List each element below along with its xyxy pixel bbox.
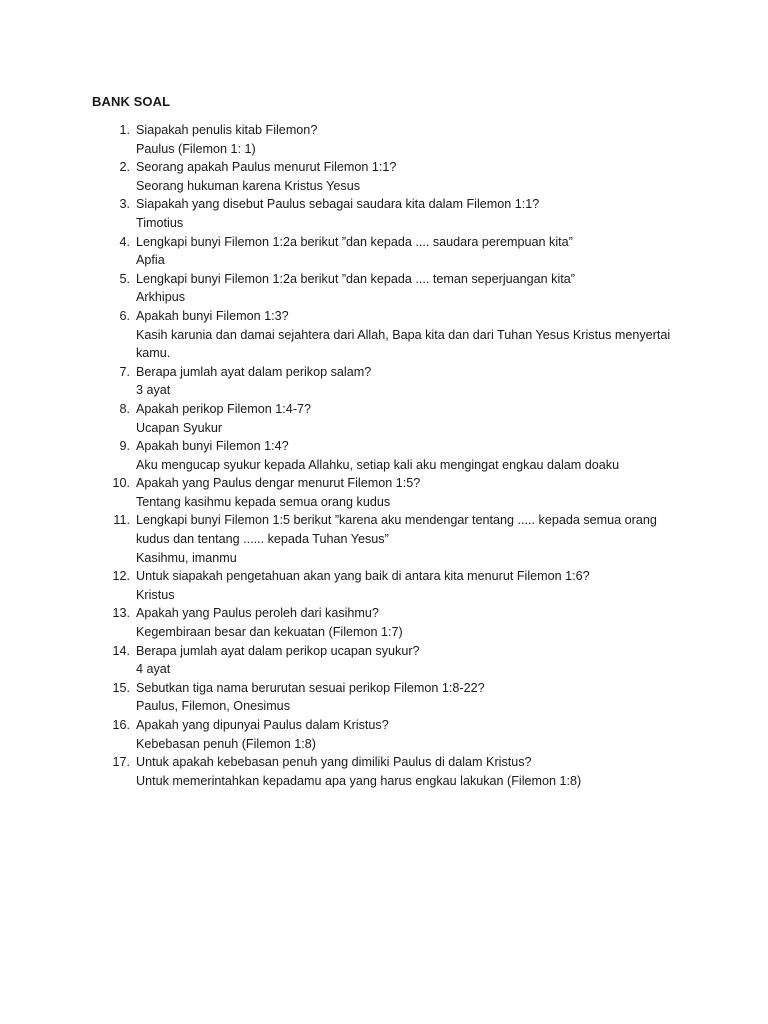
list-item — [92, 307, 682, 363]
item-answer: 4 ayat — [136, 662, 171, 677]
item-question: Untuk apakah kebebasan penuh yang dimiliki Paulus di dalam Kristus? — [136, 755, 532, 770]
item-number: 6. — [119, 308, 130, 323]
item-number: 14. — [112, 643, 130, 658]
list-item — [92, 474, 682, 511]
item-question: Seorang apakah Paulus menurut Filemon 1:1? — [136, 160, 397, 175]
item-number: 8. — [119, 401, 130, 416]
list-item — [92, 400, 682, 437]
item-question: Sebutkan tiga nama berurutan sesuai perikop Filemon 1:8-22? — [136, 680, 485, 695]
document-title: BANK SOAL — [92, 94, 171, 109]
item-answer: Seorang hukuman karena Kristus Yesus — [136, 178, 361, 193]
item-question: Siapakah yang disebut Paulus sebagai saudara kita dalam Filemon 1:1? — [136, 197, 540, 212]
item-answer: Untuk memerintahkan kepadamu apa yang harus engkau lakukan (Filemon 1:8) — [136, 773, 582, 788]
item-number: 11. — [113, 513, 130, 528]
list-item — [92, 121, 682, 158]
list-item — [92, 158, 682, 195]
item-question: Lengkapi bunyi Filemon 1:2a berikut ”dan kepada .... saudara perempuan kita” — [136, 234, 573, 249]
item-number: 15. — [112, 680, 130, 695]
item-question: Apakah bunyi Filemon 1:4? — [136, 439, 289, 454]
list-item — [92, 567, 682, 604]
list-item — [92, 679, 682, 716]
item-number: 3. — [119, 197, 130, 212]
item-number: 10. — [112, 476, 130, 491]
item-number: 2. — [119, 160, 130, 175]
item-answer: Timotius — [136, 215, 184, 230]
item-number: 9. — [119, 439, 130, 454]
item-question: Berapa jumlah ayat dalam perikop salam? — [136, 364, 372, 379]
item-answer: Kasihmu, imanmu — [136, 550, 237, 565]
item-question: Lengkapi bunyi Filemon 1:5 berikut ”karena aku mendengar tentang ..... kepada semua orang kudus dan tentang ...... kepada Tuhan Yesus” — [136, 513, 657, 547]
item-number: 4. — [119, 234, 130, 249]
item-question: Apakah bunyi Filemon 1:3? — [136, 308, 289, 323]
item-answer: Ucapan Syukur — [136, 420, 223, 435]
item-question: Apakah yang Paulus dengar menurut Filemon 1:5? — [136, 476, 421, 491]
item-number: 12. — [112, 569, 130, 584]
item-number: 5. — [119, 271, 130, 286]
item-question: Apakah yang Paulus peroleh dari kasihmu? — [136, 606, 379, 621]
item-answer: Aku mengucap syukur kepada Allahku, setiap kali aku mengingat engkau dalam doaku — [136, 457, 620, 472]
list-item — [92, 511, 682, 567]
item-answer: 3 ayat — [136, 383, 171, 398]
item-number: 7. — [119, 364, 130, 379]
list-item — [92, 195, 682, 232]
item-question: Apakah yang dipunyai Paulus dalam Kristus? — [136, 718, 389, 732]
item-question: Siapakah penulis kitab Filemon? — [136, 123, 318, 137]
question-list — [92, 121, 682, 790]
list-item — [92, 753, 682, 790]
item-question: Untuk siapakah pengetahuan akan yang baik di antara kita menurut Filemon 1:6? — [136, 569, 590, 584]
list-item — [92, 270, 682, 307]
item-answer: Kebebasan penuh (Filemon 1:8) — [136, 736, 316, 751]
item-number: 16. — [112, 718, 130, 732]
item-answer: Tentang kasihmu kepada semua orang kudus — [136, 494, 391, 509]
item-answer: Paulus (Filemon 1: 1) — [136, 141, 256, 156]
item-answer: Kegembiraan besar dan kekuatan (Filemon 1:7) — [136, 625, 403, 640]
item-answer: Arkhipus — [136, 290, 185, 305]
list-item — [92, 604, 682, 641]
list-item — [92, 437, 682, 474]
list-item — [92, 363, 682, 400]
item-number: 1. — [119, 123, 130, 137]
list-item — [92, 642, 682, 679]
item-question: Lengkapi bunyi Filemon 1:2a berikut ”dan kepada .... teman seperjuangan kita” — [136, 271, 575, 286]
list-item — [92, 716, 682, 753]
item-number: 17. — [112, 755, 130, 770]
item-answer: Apfia — [136, 253, 165, 268]
item-answer: Kristus — [136, 587, 175, 602]
item-answer: Paulus, Filemon, Onesimus — [136, 699, 290, 714]
item-number: 13. — [112, 606, 130, 621]
item-question: Berapa jumlah ayat dalam perikop ucapan syukur? — [136, 643, 420, 658]
list-item — [92, 233, 682, 270]
item-question: Apakah perikop Filemon 1:4-7? — [136, 401, 312, 416]
item-answer: Kasih karunia dan damai sejahtera dari Allah, Bapa kita dan dari Tuhan Yesus Kristus menyertai kamu. — [136, 327, 671, 361]
